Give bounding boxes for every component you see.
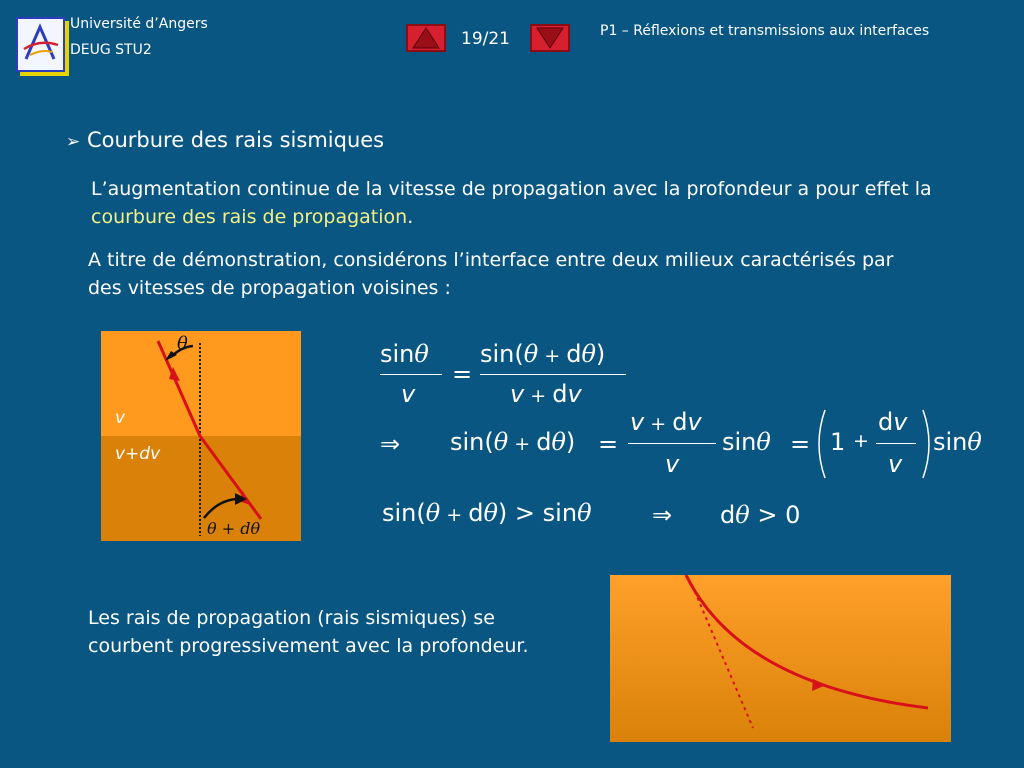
eq3-greater: > xyxy=(514,499,536,527)
section-title: Courbure des rais sismiques xyxy=(86,128,385,152)
eq3-greater-2: > xyxy=(757,501,778,529)
eq3-sin: sin xyxy=(542,499,578,527)
eq1-fraction-bar-right xyxy=(480,374,626,375)
paragraph-intro-end: . xyxy=(407,206,414,228)
eq3-zero: 0 xyxy=(785,501,801,529)
eq3-sin-open: sin( xyxy=(382,499,426,527)
eq2-v-5: v xyxy=(888,450,903,478)
chapter-title: P1 – Réflexions et transmissions aux interfaces xyxy=(600,23,930,39)
eq2-v-2: v xyxy=(687,408,702,436)
eq1-plus: + xyxy=(544,345,561,367)
eq2-close: ) xyxy=(565,428,576,456)
eq2-one: 1 xyxy=(830,428,846,456)
eq3-plus: + xyxy=(446,504,463,526)
eq2-v-3: v xyxy=(665,450,680,478)
program-name: DEUG STU2 xyxy=(70,42,152,58)
eq2-sin-2: sin xyxy=(933,428,968,456)
eq1-v: v xyxy=(401,380,416,408)
university-name: Université d’Angers xyxy=(70,16,208,32)
eq1-d: d xyxy=(566,340,582,368)
eq2-sin-open: sin( xyxy=(450,428,494,456)
eq2-v-4: v xyxy=(893,408,908,436)
eq1-equals: = xyxy=(452,360,473,388)
eq1-v-2: v xyxy=(510,380,525,408)
eq1-plus-2: + xyxy=(530,385,547,407)
eq2-fraction-bar-2 xyxy=(876,443,916,444)
eq2-plus: + xyxy=(514,433,531,455)
curved-ray-figure xyxy=(610,575,951,742)
velocity-top-label: v xyxy=(115,408,126,428)
eq2-equals: = xyxy=(598,430,619,458)
eq3-theta-4: θ xyxy=(735,501,750,529)
triangle-up-icon xyxy=(408,26,444,50)
next-slide-button[interactable] xyxy=(530,24,570,52)
eq3-theta: θ xyxy=(425,499,441,527)
eq2-d: d xyxy=(536,428,552,456)
previous-slide-button[interactable] xyxy=(406,24,446,52)
eq2-plus-2: + xyxy=(650,413,667,435)
interface-diagram xyxy=(101,331,301,541)
eq1-fraction-bar-left xyxy=(380,374,442,375)
eq2-v: v xyxy=(630,408,645,436)
eq2-theta-2: θ xyxy=(551,428,566,456)
eq3-theta-3: θ xyxy=(577,499,592,527)
eq1-theta: θ xyxy=(414,340,429,368)
eq2-theta-4: θ xyxy=(967,428,982,456)
page-indicator: 19/21 xyxy=(461,29,510,49)
eq2-sin: sin xyxy=(722,428,757,456)
equation-inequality xyxy=(382,499,592,527)
eq1-d-2: d xyxy=(552,380,568,408)
conclusion-text: Les rais de propagation (rais sismiques) se courbent progressivement avec la profondeur. xyxy=(88,607,529,657)
eq3-d: d xyxy=(468,499,484,527)
eq2-d-3: d xyxy=(878,408,894,436)
angle-theta-plus-dtheta-label: θ + dθ xyxy=(207,519,261,538)
eq2-d-2: d xyxy=(672,408,688,436)
paragraph-demo: A titre de démonstration, considérons l’interface entre deux milieux caractérisés par des vitesses de propagation voisines : xyxy=(88,249,894,299)
eq2-equals-2: = xyxy=(790,430,811,458)
logo-a-icon xyxy=(18,19,63,70)
eq1-theta-2: θ xyxy=(523,340,539,368)
eq2-implies: ⇒ xyxy=(380,430,401,458)
eq2-plus-3: + xyxy=(853,430,869,452)
velocity-bottom-label: v+dv xyxy=(115,444,161,464)
angle-theta-label: θ xyxy=(177,333,188,354)
gradient-medium xyxy=(610,575,951,742)
eq1-sin: sin xyxy=(380,340,415,368)
eq3-close: ) xyxy=(497,499,508,527)
eq2-fraction-bar xyxy=(628,443,716,444)
paragraph-intro xyxy=(91,175,971,231)
eq1-theta-3: θ xyxy=(581,340,596,368)
triangle-down-icon xyxy=(532,26,568,50)
eq3-theta-2: θ xyxy=(483,499,498,527)
university-logo xyxy=(16,17,65,72)
eq2-theta-3: θ xyxy=(756,428,771,456)
eq1-sin-open: sin( xyxy=(480,340,524,368)
equation-result xyxy=(720,501,800,529)
eq1-v-3: v xyxy=(567,380,582,408)
eq1-close: ) xyxy=(595,340,606,368)
paragraph-intro-text: L’augmentation continue de la vitesse de propagation avec la profondeur a pour effet la xyxy=(91,178,932,200)
highlighted-text: courbure des rais de propagation xyxy=(91,206,408,228)
eq2-theta: θ xyxy=(493,428,509,456)
arrow-bullet-icon: ➢ xyxy=(66,132,81,152)
section-heading xyxy=(66,128,384,152)
eq3-d-2: d xyxy=(720,501,736,529)
eq3-implies: ⇒ xyxy=(652,501,673,529)
